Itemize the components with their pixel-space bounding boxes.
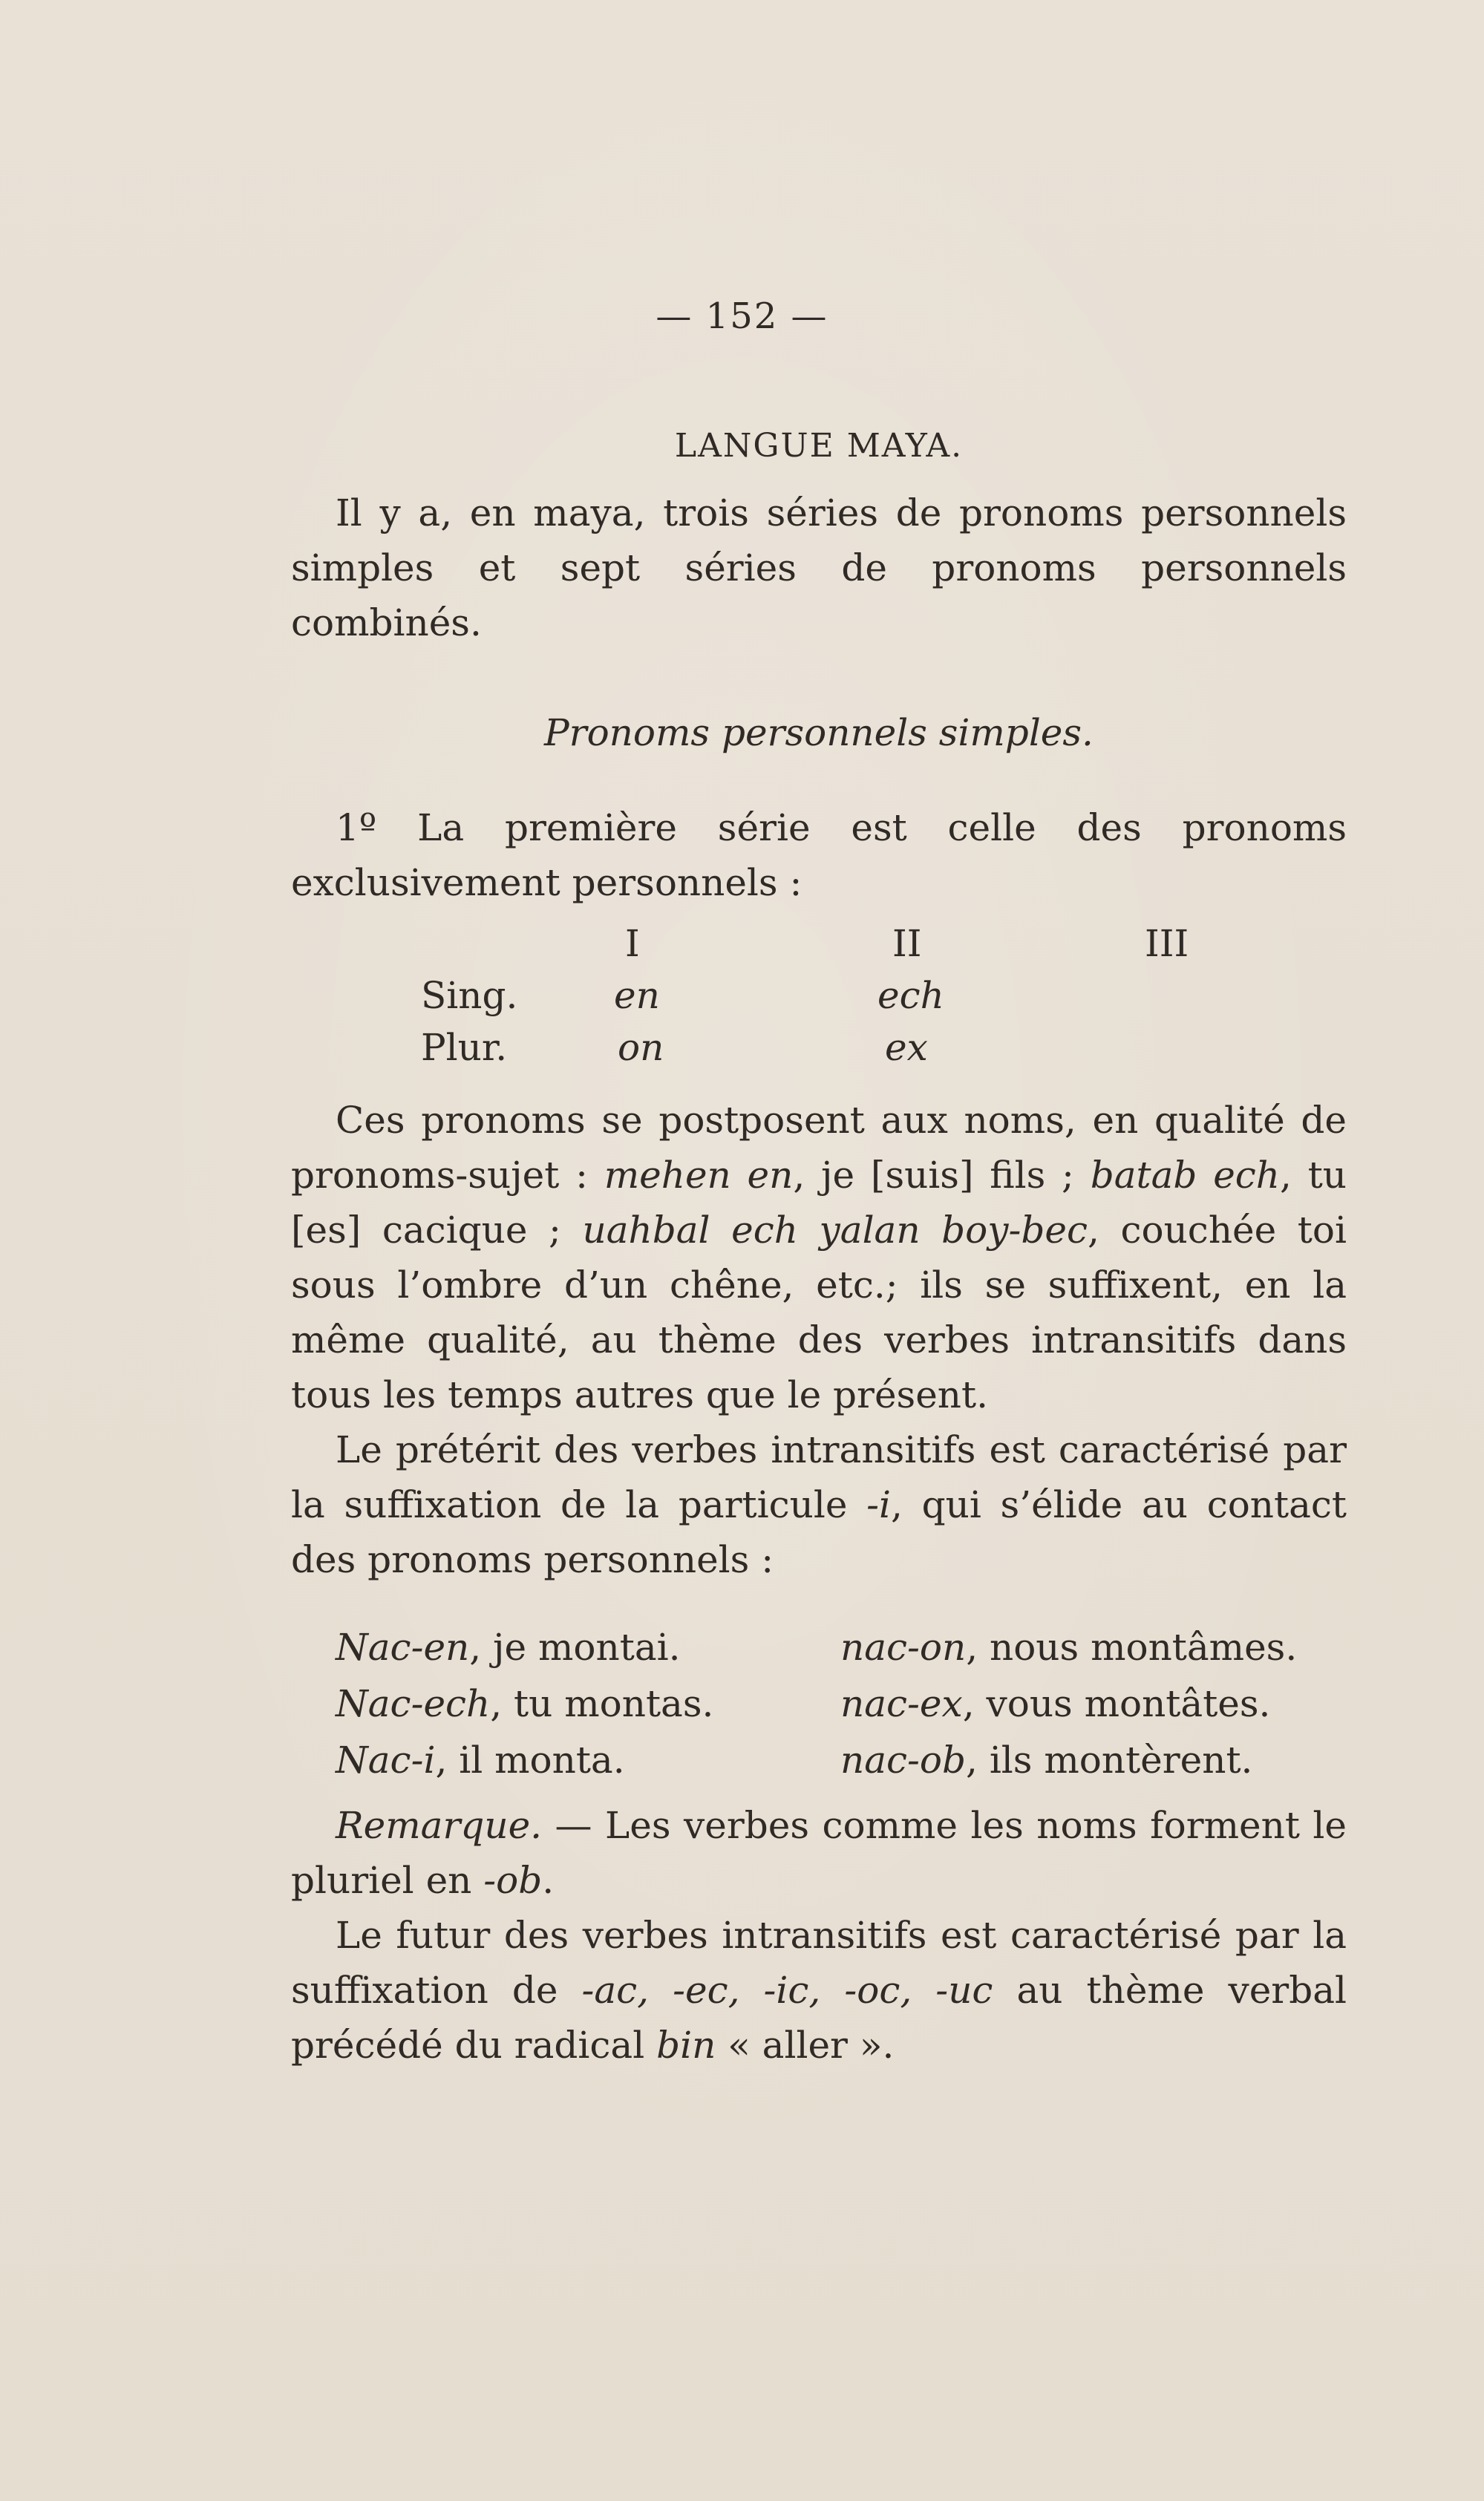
page-number: — 152 — [656,295,828,337]
intro-paragraph: Il y a, en maya, trois séries de pronoms personnels simples et sept séries de pronoms personnels combinés. [291,491,1347,644]
cell-sing-2: ech [877,974,944,1017]
row-label-plur: Plur. [421,1026,508,1069]
paragraph-preterit: Le prétérit des verbes intransitifs est caractérisé par la suffixation de la particule -i, qui s’élide au contact des pronoms personnels : [291,1428,1347,1581]
conj-left-3: Nac-i, il monta. [336,1739,625,1782]
cell-plur-2: ex [885,1026,928,1069]
cell-sing-1: en [614,974,660,1017]
remark-paragraph: Remarque. — Les verbes comme les noms forment le pluriel en -ob. [291,1804,1347,1902]
conj-right-2: nac-ex, vous montâtes. [840,1682,1271,1725]
col-header-3: III [1145,922,1189,965]
col-header-1: I [625,922,640,965]
cell-plur-1: on [618,1026,664,1069]
section-title: LANGUE MAYA. [674,427,964,465]
conjugation-table [291,1626,1347,1798]
page-body [291,427,1347,2073]
col-header-2: II [892,922,922,965]
conj-right-1: nac-on, nous montâmes. [840,1626,1298,1669]
item-1-paragraph: 1º La première série est celle des pronoms exclusivement personnels : [291,806,1347,904]
conj-left-2: Nac-ech, tu montas. [336,1682,714,1725]
conj-right-3: nac-ob, ils montèrent. [840,1739,1253,1782]
pronoun-table [291,922,1347,1093]
paragraph-future: Le futur des verbes intransitifs est caractérisé par la suffixation de -ac, -ec, -ic, -oc, -uc au thème verbal précédé du radical bin « aller ». [291,1914,1347,2067]
row-label-sing: Sing. [421,974,518,1017]
paragraph-postposition: Ces pronoms se postposent aux noms, en qualité de pronoms-sujet : mehen en, je [suis] fils ; batab ech, tu [es] cacique ; uahbal ech yalan boy-bec, couchée toi sous l’ombre d’un chêne, etc.; ils se suffixent, en la même qualité, au thème des verbes intransitifs dans tous les temps autres que le présent. [291,1099,1347,1416]
subheading: Pronoms personnels simples. [544,711,1094,754]
conj-left-1: Nac-en, je montai. [336,1626,681,1669]
